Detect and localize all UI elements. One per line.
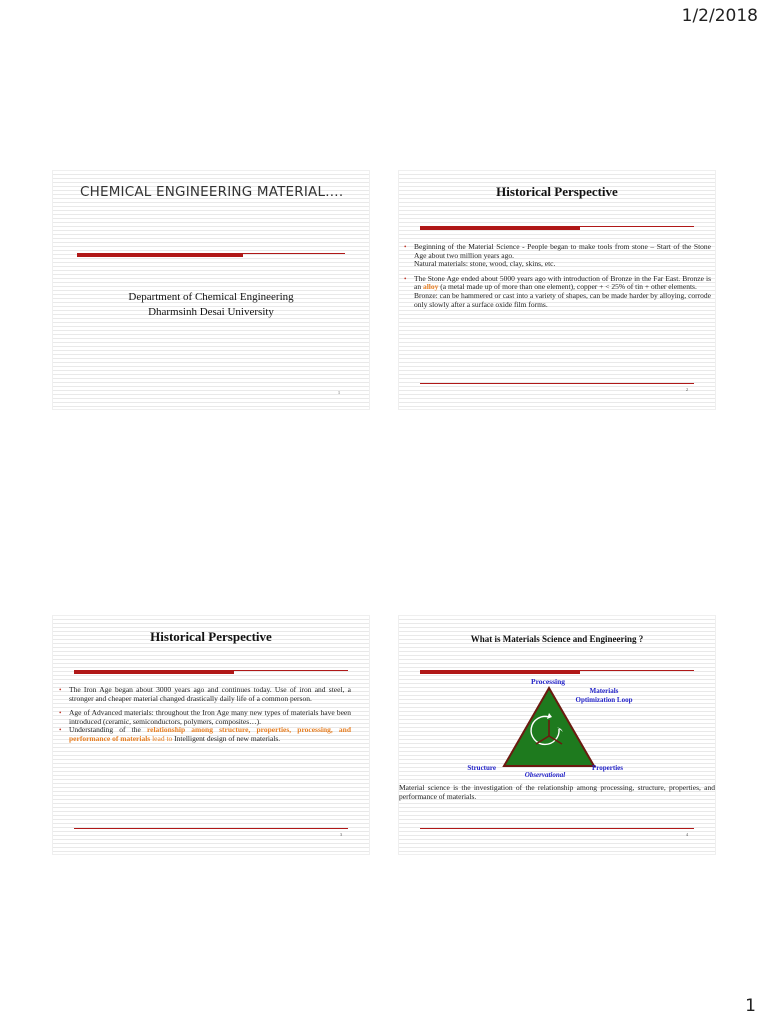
page-date: 1/2/2018 — [681, 6, 758, 26]
slide-caption: Material science is the investigation of the relationship among processing, structure, properties, and performance of materials. — [399, 783, 715, 801]
highlight-text: lead to — [150, 733, 173, 743]
footer-line — [420, 828, 694, 829]
title-underline-bar — [420, 226, 580, 230]
bullet-list — [402, 243, 711, 315]
bullet-list — [57, 686, 351, 750]
bullet-text: Beginning of the Material Science - People began to make tools from stone – Start of the Stone Age about two million years ago. — [414, 242, 711, 260]
bullet-item — [402, 275, 711, 309]
page-number: 1 — [745, 996, 756, 1016]
bullet-subtext: Natural materials: stone, wood, clay, skins, etc. — [414, 259, 556, 269]
bullet-icon: • — [404, 274, 407, 283]
loop-label-line1: Materials — [589, 687, 619, 695]
university-name: Dharmsinh Desai University — [148, 306, 274, 318]
bullet-text: Age of Advanced materials: throughout the Iron Age many new types of materials have been introduced (ceramic, semiconductors, polymers, composites…). — [69, 708, 351, 726]
title-underline-bar — [74, 670, 234, 674]
slide-number: 2 — [686, 387, 688, 392]
slide-title: Historical Perspective — [150, 629, 272, 644]
bullet-text: The Iron Age began about 3000 years ago and continues today. Use of iron and steel, a stronger and cheaper material changed drastically daily life of a common person. — [69, 685, 351, 703]
highlight-text: alloy — [422, 282, 439, 292]
title-underline-line — [580, 226, 694, 227]
bullet-icon: • — [59, 686, 62, 694]
title-underline-bar — [77, 253, 243, 257]
slide-title: What is Materials Science and Engineering ? — [470, 634, 644, 644]
title-underline-line — [243, 253, 345, 254]
bullet-text: Intelligent design of new materials. — [172, 733, 281, 743]
slide-number: 3 — [340, 832, 342, 837]
slide-title: Historical Perspective — [496, 184, 618, 199]
slide-thumbnail-4 — [399, 616, 715, 854]
title-underline-line — [234, 670, 348, 671]
footer-line — [420, 383, 694, 384]
slide-title: CHEMICAL ENGINEERING MATERIAL…. — [80, 184, 344, 200]
materials-tetrahedron-diagram — [399, 616, 715, 786]
bullet-item — [57, 726, 351, 743]
bullet-text: The Stone Age ended about 5000 years ago with introduction of Bronze in the Far East. Bronze is an — [414, 273, 711, 292]
bullet-icon: • — [404, 243, 407, 251]
department-name: Department of Chemical Engineering — [128, 291, 294, 303]
bullet-item — [57, 709, 351, 726]
slide-thumbnail-2 — [399, 171, 715, 409]
bullet-icon: • — [59, 726, 62, 735]
slide-number: 1 — [338, 390, 340, 395]
bullet-text: Understanding of the — [69, 725, 147, 735]
slide-thumbnail-1 — [53, 171, 369, 409]
slide-thumbnail-3 — [53, 616, 369, 854]
loop-label-line2: Optimization Loop — [575, 696, 633, 704]
observational-label: Observational — [524, 771, 566, 779]
footer-line — [74, 828, 348, 829]
highlight-text: relationship among structure, properties, processing, and performance of materials — [69, 725, 351, 743]
processing-label: Processing — [530, 677, 566, 686]
properties-label: Properties — [592, 764, 623, 772]
slide-number: 4 — [686, 832, 688, 837]
bullet-icon: • — [59, 709, 62, 718]
bullet-subtext: Bronze: can be hammered or cast into a variety of shapes, can be made harder by alloying, corrode only slowly after a surface oxide film forms. — [414, 290, 711, 309]
bullet-item — [57, 686, 351, 703]
bullet-text: (a metal made up of more than one element), copper + < 25% of tin + other elements. — [438, 282, 697, 292]
structure-label: Structure — [467, 764, 496, 772]
bullet-item — [402, 243, 711, 269]
